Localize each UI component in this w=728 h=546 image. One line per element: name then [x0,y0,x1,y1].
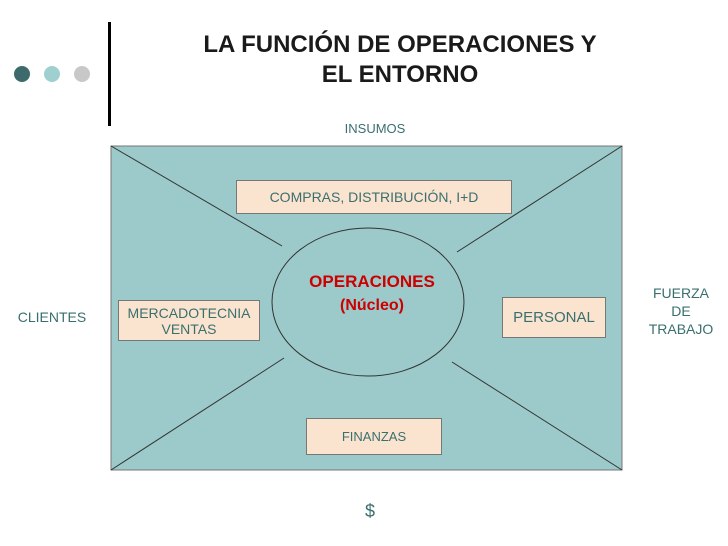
box-compras [236,180,512,214]
label-clientes: CLIENTES [17,309,87,325]
label-fuerza-de-trabajo [638,284,724,338]
box-compras-label: COMPRAS, DISTRIBUCIÓN, I+D [269,189,479,205]
label-fuerza-line1: FUERZA [653,285,709,301]
core-title: OPERACIONES [309,272,435,291]
box-finanzas-label: FINANZAS [341,428,407,444]
core-label [296,270,448,318]
core-subtitle: (Núcleo) [340,297,404,314]
label-fuerza-line2: DE [671,303,691,319]
box-mercadotecnia-line1: MERCADOTECNIA [127,304,251,321]
box-mercadotecnia-line2: VENTAS [161,320,217,337]
label-fuerza-line3: TRABAJO [648,321,714,337]
slide-title-line2: EL ENTORNO [321,61,479,88]
box-finanzas [306,418,442,455]
box-mercadotecnia [118,300,260,341]
box-personal-label: PERSONAL [513,308,595,326]
label-insumos: INSUMOS [344,121,406,136]
box-personal [502,297,606,338]
slide-title-line1: LA FUNCIÓN DE OPERACIONES Y [203,31,597,58]
label-dollar: $ [364,501,375,521]
